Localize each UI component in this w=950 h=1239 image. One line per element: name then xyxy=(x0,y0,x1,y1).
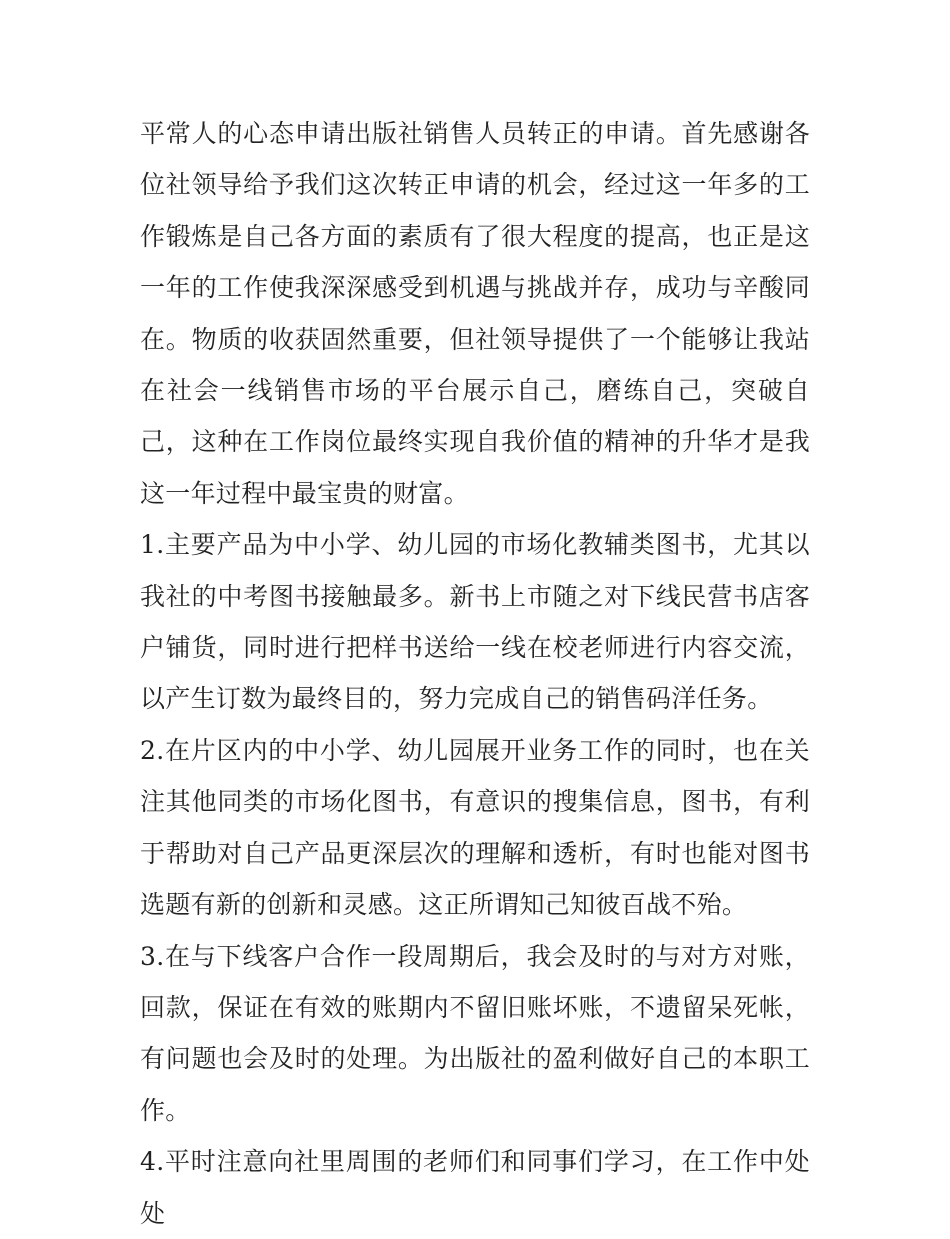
document-body xyxy=(140,108,810,1239)
item-3-paragraph: 3.在与下线客户合作一段周期后，我会及时的与对方对账，回款，保证在有效的账期内不留旧账坏账，不遗留呆死帐，有问题也会及时的处理。为出版社的盈利做好自己的本职工作。 xyxy=(140,941,810,1125)
item-1-paragraph: 1.主要产品为中小学、幼儿园的市场化教辅类图书，尤其以我社的中考图书接触最多。新书上市随之对下线民营书店客户铺货，同时进行把样书送给一线在校老师进行内容交流，以产生订数为最终目的，努力完成自己的销售码洋任务。 xyxy=(140,530,810,714)
item-2-paragraph: 2.在片区内的中小学、幼儿园展开业务工作的同时，也在关注其他同类的市场化图书，有意识的搜集信息，图书，有利于帮助对自己产品更深层次的理解和透析，有时也能对图书选题有新的创新和灵感。这正所谓知己知彼百战不殆。 xyxy=(140,735,810,920)
item-4-paragraph: 4.平时注意向社里周围的老师们和同事们学习，在工作中处处 xyxy=(140,1147,810,1228)
intro-paragraph: 平常人的心态申请出版社销售人员转正的申请。首先感谢各位社领导给予我们这次转正申请的机会，经过这一年多的工作锻炼是自己各方面的素质有了很大程度的提高，也正是这一年的工作使我深深感受到机遇与挑战并存，成功与辛酸同在。物质的收获固然重要，但社领导提供了一个能够让我站在社会一线销售市场的平台展示自己，磨练自己，突破自己，这种在工作岗位最终实现自我价值的精神的升华才是我这一年过程中最宝贵的财富。 xyxy=(140,119,810,508)
